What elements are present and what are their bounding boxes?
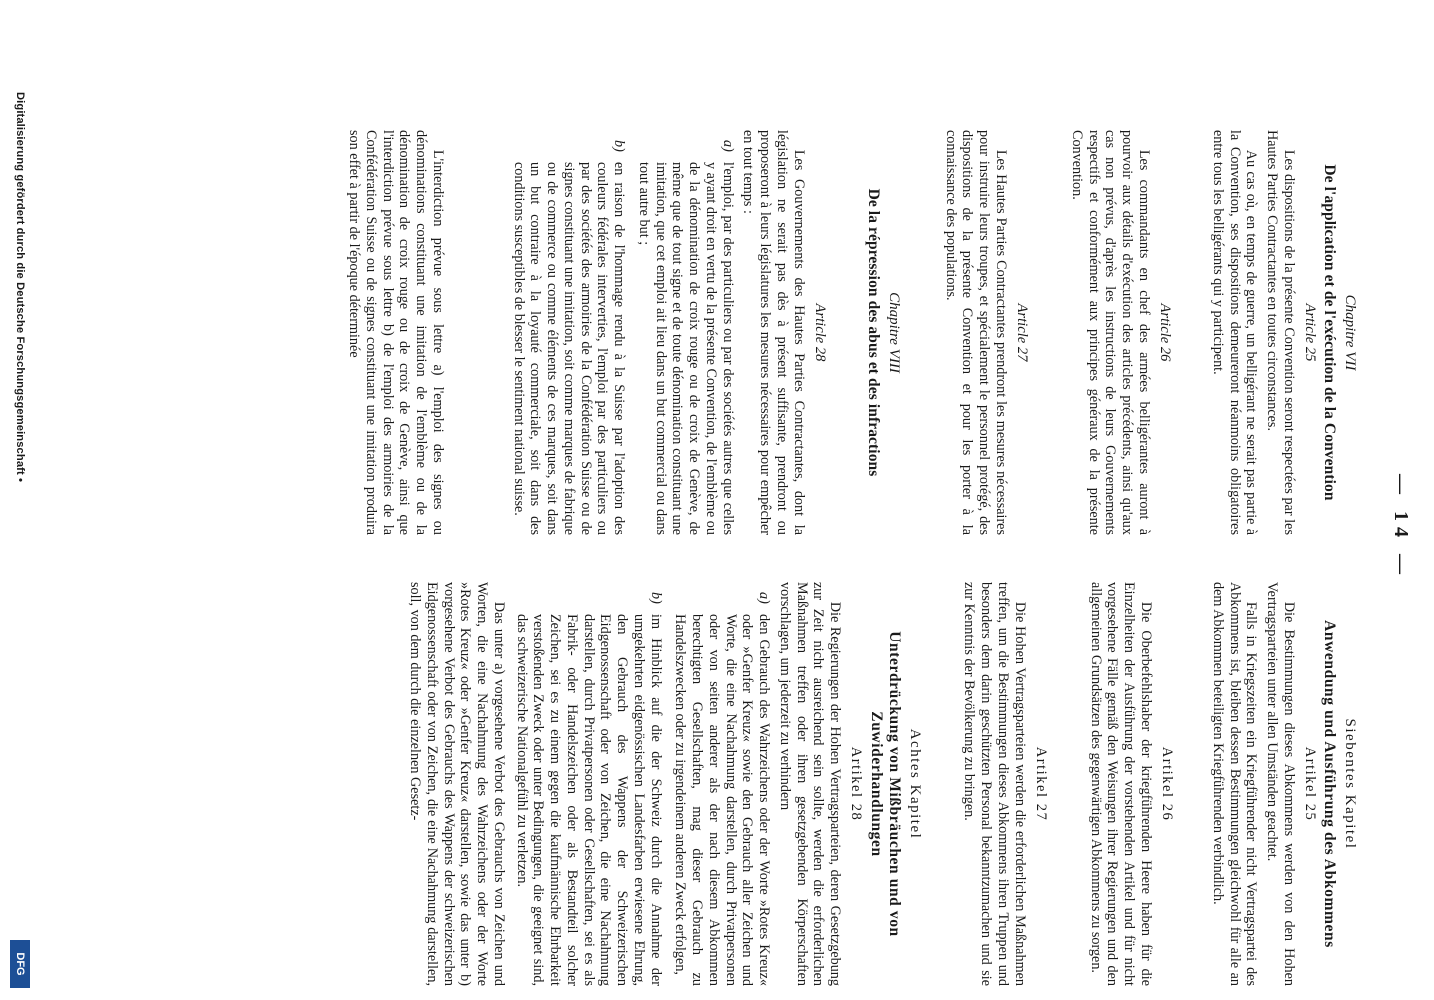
fr-article28-heading: Article 28 bbox=[811, 303, 828, 362]
digitization-credit: Digitalisierung gefördert durch die Deutsche Forschungsgemeinschaft • bbox=[14, 92, 26, 483]
fr-item-b-text: en raison de l'hommage rendu à la Suisse par l'adoption des couleurs fédérales interverties, l'emploi par des particuliers ou par des sociétés des armoiries de la Confédération Suisse ou de signes constituant une imitation, soit comme marques de fabrique ou de commerce ou comme éléments de ces marques, soit dans un but contraire à la loyauté commerciale, soit dans des conditions susceptibles de blesser le sentiment national suisse. bbox=[510, 162, 628, 535]
fr-item-a bbox=[635, 140, 736, 535]
de-article28-heading: Artikel 28 bbox=[848, 746, 865, 822]
de-article28-paragraph: Die Regierungen der Hohen Vertragsparteien, deren Gesetzgebung zur Zeit nicht ausreichend sein sollte, werden die erforderlichen Maßnahmen treffen oder ihren gesetzgebenden Körperschaften vorschlagen, um jederzeit zu verhindern bbox=[776, 582, 844, 986]
dfg-logo: DFG bbox=[10, 940, 30, 988]
fr-chapter7-label: Chapitre VII bbox=[1342, 294, 1358, 371]
de-chapter7-label: Siebentes Kapitel bbox=[1342, 718, 1358, 850]
de-article25-heading: Artikel 25 bbox=[1302, 746, 1319, 822]
german-column bbox=[406, 582, 1358, 986]
de-chapter7-title: Anwendung und Ausführung des Abkommens bbox=[1321, 620, 1339, 948]
fr-article25-paragraph2: Au cas où, en temps de guerre, un belligérant ne serait pas partie à la Convention, ses dispositions demeureront néanmoins obligatoires entre tous les belligérants qui y participent. bbox=[1209, 130, 1260, 535]
fr-article25-heading: Article 25 bbox=[1302, 303, 1319, 362]
fr-article27-paragraph: Les Hautes Parties Contractantes prendront les mesures nécessaires pour instruire leurs troupes, et spécialement le personnel protégé, des dispositions de la présente Convention et pour les porter à la connaissance des populations. bbox=[942, 130, 1009, 535]
de-article27-paragraph: Die Hohen Vertragsparteien werden die erforderlichen Maßnahmen treffen, um die Bestimmungen dieses Abkommens ihren Truppen und besonders dem darin geschützten Personal bekanntzumachen und sie zur Kenntnis der Bevölkerung zu bringen. bbox=[961, 582, 1028, 986]
de-article25-paragraph2: Falls in Kriegszeiten ein Kriegführender nicht Vertragspartei des Abkommens ist, bleiben dessen Bestimmungen gleichwohl für alle an dem Abkommen beteiligten Kriegführenden verbindlich. bbox=[1209, 582, 1260, 986]
de-item-b bbox=[513, 592, 664, 986]
de-article26-paragraph: Die Oberbefehlshaber der kriegführenden Heere haben für die Einzelheiten der Ausführung der vorstehenden Artikel und für nicht vorgesehene Fälle gemäß den Weisungen ihrer Regierungen und den allgemeinen Grundsätzen des gegenwärtigen Abkommens zu sorgen. bbox=[1087, 582, 1154, 986]
fr-final-paragraph: L'interdiction prévue sous lettre a) l'emploi des signes ou dénominations constituant une imitation de l'emblème ou de la dénomination de croix rouge ou de croix de Genève, ainsi que l'interdiction prévue sous lettre b) de l'emploi des armoiries de la Confédération Suisse ou de signes constituant une imitation produira son effet à partir de l'époque déterminée bbox=[346, 130, 446, 535]
fr-chapter8-label: Chapitre VIII bbox=[885, 292, 902, 373]
french-column bbox=[345, 130, 1358, 535]
fr-chapter8-title: De la répression des abus et des infractions bbox=[865, 188, 883, 477]
fr-chapter7-title: De l'application et de l'exécution de la Convention bbox=[1321, 164, 1339, 501]
de-chapter8-label: Achtes Kapitel bbox=[906, 728, 923, 840]
fr-article26-heading: Article 26 bbox=[1157, 303, 1174, 362]
de-item-a bbox=[672, 592, 773, 986]
fr-article25-paragraph1: Les dispositions de la présente Convention seront respectées par les Hautes Parties Contractantes en toutes circonstances. bbox=[1264, 130, 1297, 535]
de-article26-heading: Artikel 26 bbox=[1159, 746, 1176, 822]
fr-item-b bbox=[510, 140, 627, 535]
de-article27-heading: Artikel 27 bbox=[1032, 746, 1049, 822]
de-item-a-text: den Gebrauch des Wahrzeichens oder der Worte »Rotes Kreuz« oder »Genfer Kreuz« sowie den Gebrauch aller Zeichen und Worte, die eine Nachahmung darstellen, durch Privatpersonen oder von seiten anderer als der nach diesem Abkommen berechtigten Gesellschaften, mag dieser Gebrauch zu Handelszwecken oder zu irgendeinem anderen Zweck erfolgen, bbox=[672, 614, 773, 986]
fr-item-a-text: l'emploi, par des particuliers ou par des sociétés autres que celles y ayant droit en vertu de la présente Convention, de l'emblème ou de la dénomination de croix rouge ou de croix de Genève, de même que de tout signe et de toute dénomination constituant une imitation, que cet emploi ait lieu dans un but commercial ou dans tout autre but ; bbox=[635, 162, 736, 535]
fr-article26-paragraph: Les commandants en chef des armées belligérantes auront à pourvoir aux détails d'exécution des articles précédents, ainsi qu'aux cas non prévus, d'après les instructions de leurs Gouvernements respectifs et conformément aux principes généraux de la présente Convention. bbox=[1068, 130, 1152, 535]
page-number: — 14 — bbox=[1390, 474, 1412, 580]
fr-item-a-label: a) bbox=[719, 140, 736, 152]
de-final-paragraph: Das unter a) vorgesehene Verbot des Gebrauchs von Zeichen und Worten, die eine Nachahmung des Wahrzeichens oder der Worte »Rotes Kreuz« oder »Genfer Kreuz« darstellen, sowie das unter b) vorgesehene Verbot des Gebrauchs des Wappens der schweizerischen Eidgenossenschaft oder von Zeichen, die eine Nachahmung darstellen, soll, von dem durch die einzelnen Gesetz- bbox=[407, 582, 507, 986]
de-item-b-text: im Hinblick auf die der Schweiz durch die Annahme der umgekehrten eidgenössischen Landesfarben erwiesene Ehrung, den Gebrauch des Wappens der Schweizerischen Eidgenossenschaft oder von Zeichen, die eine Nachahmung darstellen, durch Privatpersonen oder Gesellschaften, sei es als Fabrik- oder Handelszeichen oder als Bestandteil solcher Zeichen, sei es zu einem gegen die kaufmännische Ehrbarkeit verstoßenden Zweck oder unter Bedingungen, die geeignet sind, das schweizerische Nationalgefühl zu verletzen. bbox=[513, 614, 664, 986]
fr-item-b-label: b) bbox=[611, 140, 628, 152]
de-chapter8-title: Unterdrückung von Mißbräuchen und von Zuwiderhandlungen bbox=[867, 631, 903, 937]
de-item-a-label: a) bbox=[756, 592, 773, 604]
de-article25-paragraph1: Die Bestimmungen dieses Abkommens werden von den Hohen Vertragsparteien unter allen Umständen geachtet. bbox=[1264, 582, 1297, 986]
fr-article28-paragraph: Les Gouvernements des Hautes Parties Contractantes, dont la législation ne serait pas dès à présent suffisante, prendront ou proposeront à leurs législatures les mesures nécessaires pour empêcher en tout temps : bbox=[740, 130, 807, 535]
de-item-b-label: b) bbox=[647, 592, 664, 604]
fr-article27-heading: Article 27 bbox=[1014, 303, 1031, 362]
